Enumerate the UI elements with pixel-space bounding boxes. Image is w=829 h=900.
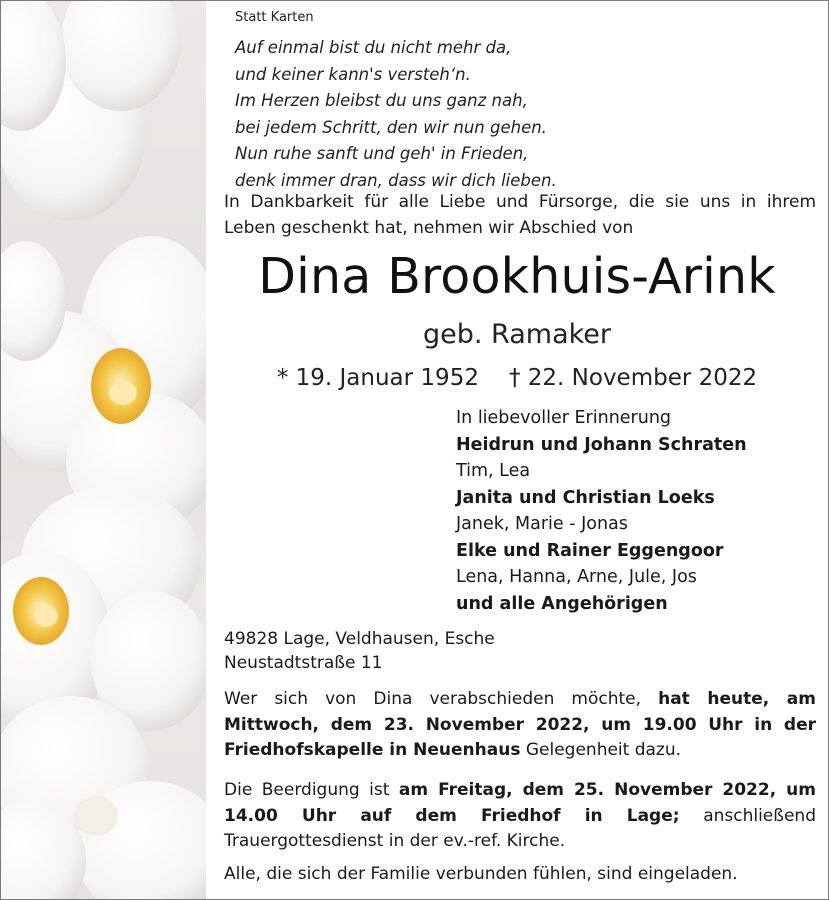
poem-line: bei jedem Schritt, den wir nun gehen.	[235, 117, 547, 137]
family-line: und alle Angehörigen	[456, 593, 668, 614]
poem-line: und keiner kann's versteh‘n.	[235, 64, 471, 84]
poem	[235, 35, 557, 194]
address	[224, 627, 495, 675]
maiden-name: geb. Ramaker	[423, 319, 611, 350]
deceased-name: Dina Brookhuis-Arink	[258, 248, 776, 305]
death-date: † 22. November 2022	[508, 365, 758, 391]
birth-date: * 19. Januar 1952	[276, 365, 479, 391]
poem-line: Im Herzen bleibst du uns ganz nah,	[235, 91, 528, 110]
family-line: In liebevoller Erinnerung	[456, 408, 672, 428]
funeral-text: Die Beerdigung ist	[224, 780, 390, 800]
family-line: Janek, Marie - Jonas	[456, 514, 628, 534]
poem-line: Auf einmal bist du nicht mehr da,	[235, 38, 512, 57]
family-list	[456, 405, 747, 617]
poem-line: denk immer dran, dass wir dich lieben.	[235, 170, 557, 190]
family-line: Tim, Lea	[456, 461, 531, 481]
funeral-paragraph	[224, 778, 816, 855]
intro-text: In Dankbarkeit für alle Liebe und Fürsorge, die sie uns in ihrem Leben geschenkt hat, nehmen wir Abschied von	[224, 192, 816, 238]
family-line: Janita und Christian Loeks	[456, 487, 715, 508]
funeral-text-end: anschließend Trauergottesdienst in der ev.-ref. Kirche.	[224, 805, 816, 851]
poem-line: Nun ruhe sanft und geh' in Frieden,	[235, 144, 529, 163]
closing-line: Alle, die sich der Familie verbunden fühlen, sind eingeladen.	[224, 864, 738, 884]
address-line: Neustadtstraße 11	[224, 653, 383, 673]
farewell-text-end: Gelegenheit dazu.	[525, 740, 682, 760]
family-line: Heidrun und Johann Schraten	[456, 434, 747, 455]
orchid-image	[1, 1, 206, 899]
farewell-bold: hat heute, am Mittwoch, dem 23. November 2022, um 19.00 Uhr in der Friedhofskapelle in Neuenhaus	[224, 689, 816, 760]
funeral-bold: am Freitag, dem 25. November 2022, um 14.00 Uhr auf dem Friedhof in Lage;	[224, 780, 816, 826]
family-line: Elke und Rainer Eggengoor	[456, 540, 724, 561]
farewell-text: Wer sich von Dina verabschieden möchte,	[224, 689, 642, 709]
address-line: 49828 Lage, Veldhausen, Esche	[224, 629, 495, 649]
orchid-illustration	[1, 1, 206, 899]
family-line: Lena, Hanna, Arne, Jule, Jos	[456, 567, 697, 587]
life-dates	[206, 365, 828, 391]
header-note: Statt Karten	[235, 10, 314, 25]
farewell-paragraph	[224, 687, 816, 764]
